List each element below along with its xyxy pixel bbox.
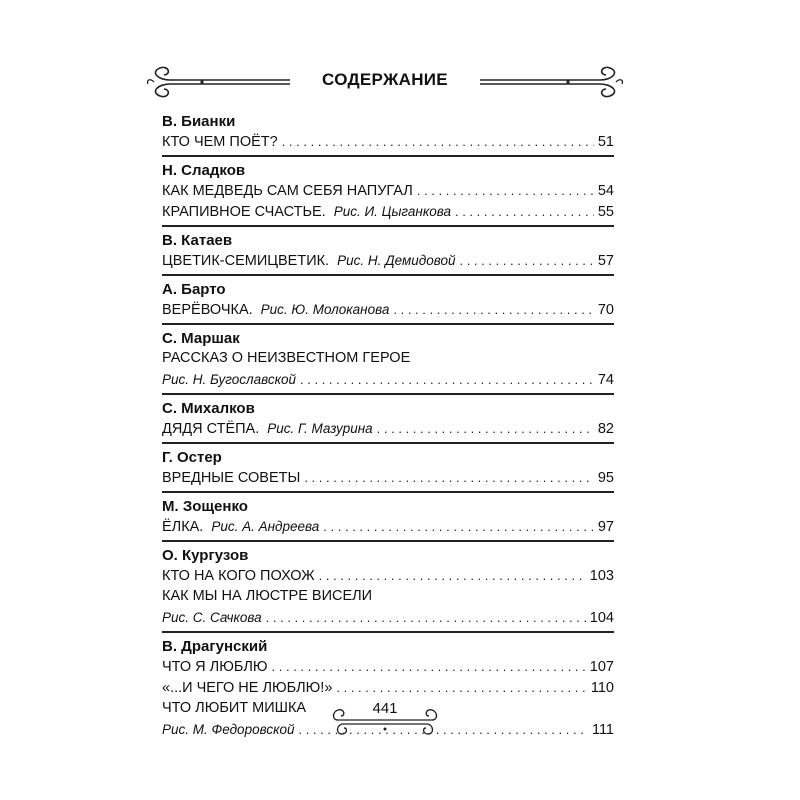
toc-entry[interactable] [162,607,614,628]
toc-entry[interactable] [162,586,614,607]
work-title: ВРЕДНЫЕ СОВЕТЫ [162,470,301,486]
work-title: КАК МЕДВЕДЬ САМ СЕБЯ НАПУГАЛ [162,183,413,199]
work-title: РАССКАЗ О НЕИЗВЕСТНОМ ГЕРОЕ [162,350,411,366]
page-number: 70 [597,302,614,318]
page-footer [330,700,440,740]
dot-leader [272,656,586,677]
table-of-contents [162,112,614,747]
toc-header [140,62,630,102]
footer-ornament-icon [330,700,440,740]
toc-entry[interactable] [162,369,614,390]
toc-section [162,448,614,493]
toc-entry[interactable] [162,467,614,488]
author-name: О. Кургузов [162,547,249,564]
toc-section [162,280,614,325]
work-title: ДЯДЯ СТЁПА. [162,421,260,437]
author-name: Н. Сладков [162,162,246,179]
author-name: С. Маршак [162,330,240,347]
work-title: КРАПИВНОЕ СЧАСТЬЕ. [162,204,326,220]
illustrator-credit: Рис. Г. Мазурина [267,421,373,436]
illustrator-credit: Рис. Н. Бугославской [162,372,297,387]
author-name: М. Зощенко [162,498,248,515]
page-number: 55 [597,204,614,220]
dot-leader [282,131,594,152]
author-name: В. Драгунский [162,638,268,655]
toc-section [162,161,614,227]
dot-leader [266,607,586,628]
dot-leader [304,467,594,488]
toc-entry[interactable] [162,656,614,677]
toc-entry[interactable] [162,418,614,439]
author-name: С. Михалков [162,400,255,417]
page-title: СОДЕРЖАНИЕ [322,70,448,89]
page-number: 97 [597,519,614,535]
work-title: «...И ЧЕГО НЕ ЛЮБЛЮ!» [162,680,333,696]
page-number: 57 [597,253,614,269]
page-number: 95 [597,470,614,486]
page-number: 82 [597,421,614,437]
illustrator-credit: Рис. Н. Демидовой [337,253,456,268]
page-number: 110 [590,680,614,696]
toc-entry[interactable] [162,250,614,271]
dot-leader [459,250,593,271]
author-name: В. Катаев [162,232,233,249]
page-number: 54 [597,183,614,199]
toc-section [162,112,614,157]
work-title: КАК МЫ НА ЛЮСТРЕ ВИСЕЛИ [162,588,373,604]
toc-entry[interactable] [162,348,614,369]
illustrator-credit: Рис. С. Сачкова [162,610,262,625]
work-title: ВЕРЁВОЧКА. [162,302,253,318]
work-title: ЁЛКА. [162,519,204,535]
toc-section [162,329,614,395]
toc-entry[interactable] [162,131,614,152]
toc-entry[interactable] [162,677,614,698]
author-name: Г. Остер [162,449,222,466]
toc-entry[interactable] [162,180,614,201]
toc-entry[interactable] [162,201,614,222]
dot-leader [323,516,594,537]
toc-section [162,231,614,276]
page-number: 103 [589,568,614,584]
illustrator-credit: Рис. Ю. Молоканова [260,302,390,317]
illustrator-credit: Рис. А. Андреева [211,519,320,534]
toc-entry[interactable] [162,565,614,586]
dot-leader [393,299,593,320]
dot-leader [455,201,594,222]
right-ornament-icon [470,62,630,102]
toc-section [162,546,614,633]
toc-section [162,497,614,542]
dot-leader [417,180,594,201]
work-title: ЧТО Я ЛЮБЛЮ [162,659,268,675]
illustrator-credit: Рис. М. Федоровской [162,722,295,737]
illustrator-credit: Рис. И. Цыганкова [333,204,451,219]
work-title: КТО НА КОГО ПОХОЖ [162,568,315,584]
page-number: 111 [591,722,614,738]
dot-leader [377,418,594,439]
author-name: В. Бианки [162,113,236,130]
page-number: 107 [589,659,614,675]
page-number: 104 [589,610,614,626]
dot-leader [319,565,586,586]
dot-leader [300,369,594,390]
folio-number: 441 [372,700,398,717]
toc-entry[interactable] [162,516,614,537]
page-number: 74 [597,372,614,388]
page-number: 51 [597,134,614,150]
toc-section [162,399,614,444]
work-title: КТО ЧЕМ ПОЁТ? [162,134,278,150]
work-title: ЦВЕТИК-СЕМИЦВЕТИК. [162,253,330,269]
author-name: А. Барто [162,281,226,298]
dot-leader [336,677,586,698]
work-title: ЧТО ЛЮБИТ МИШКА [162,700,307,716]
toc-entry[interactable] [162,299,614,320]
